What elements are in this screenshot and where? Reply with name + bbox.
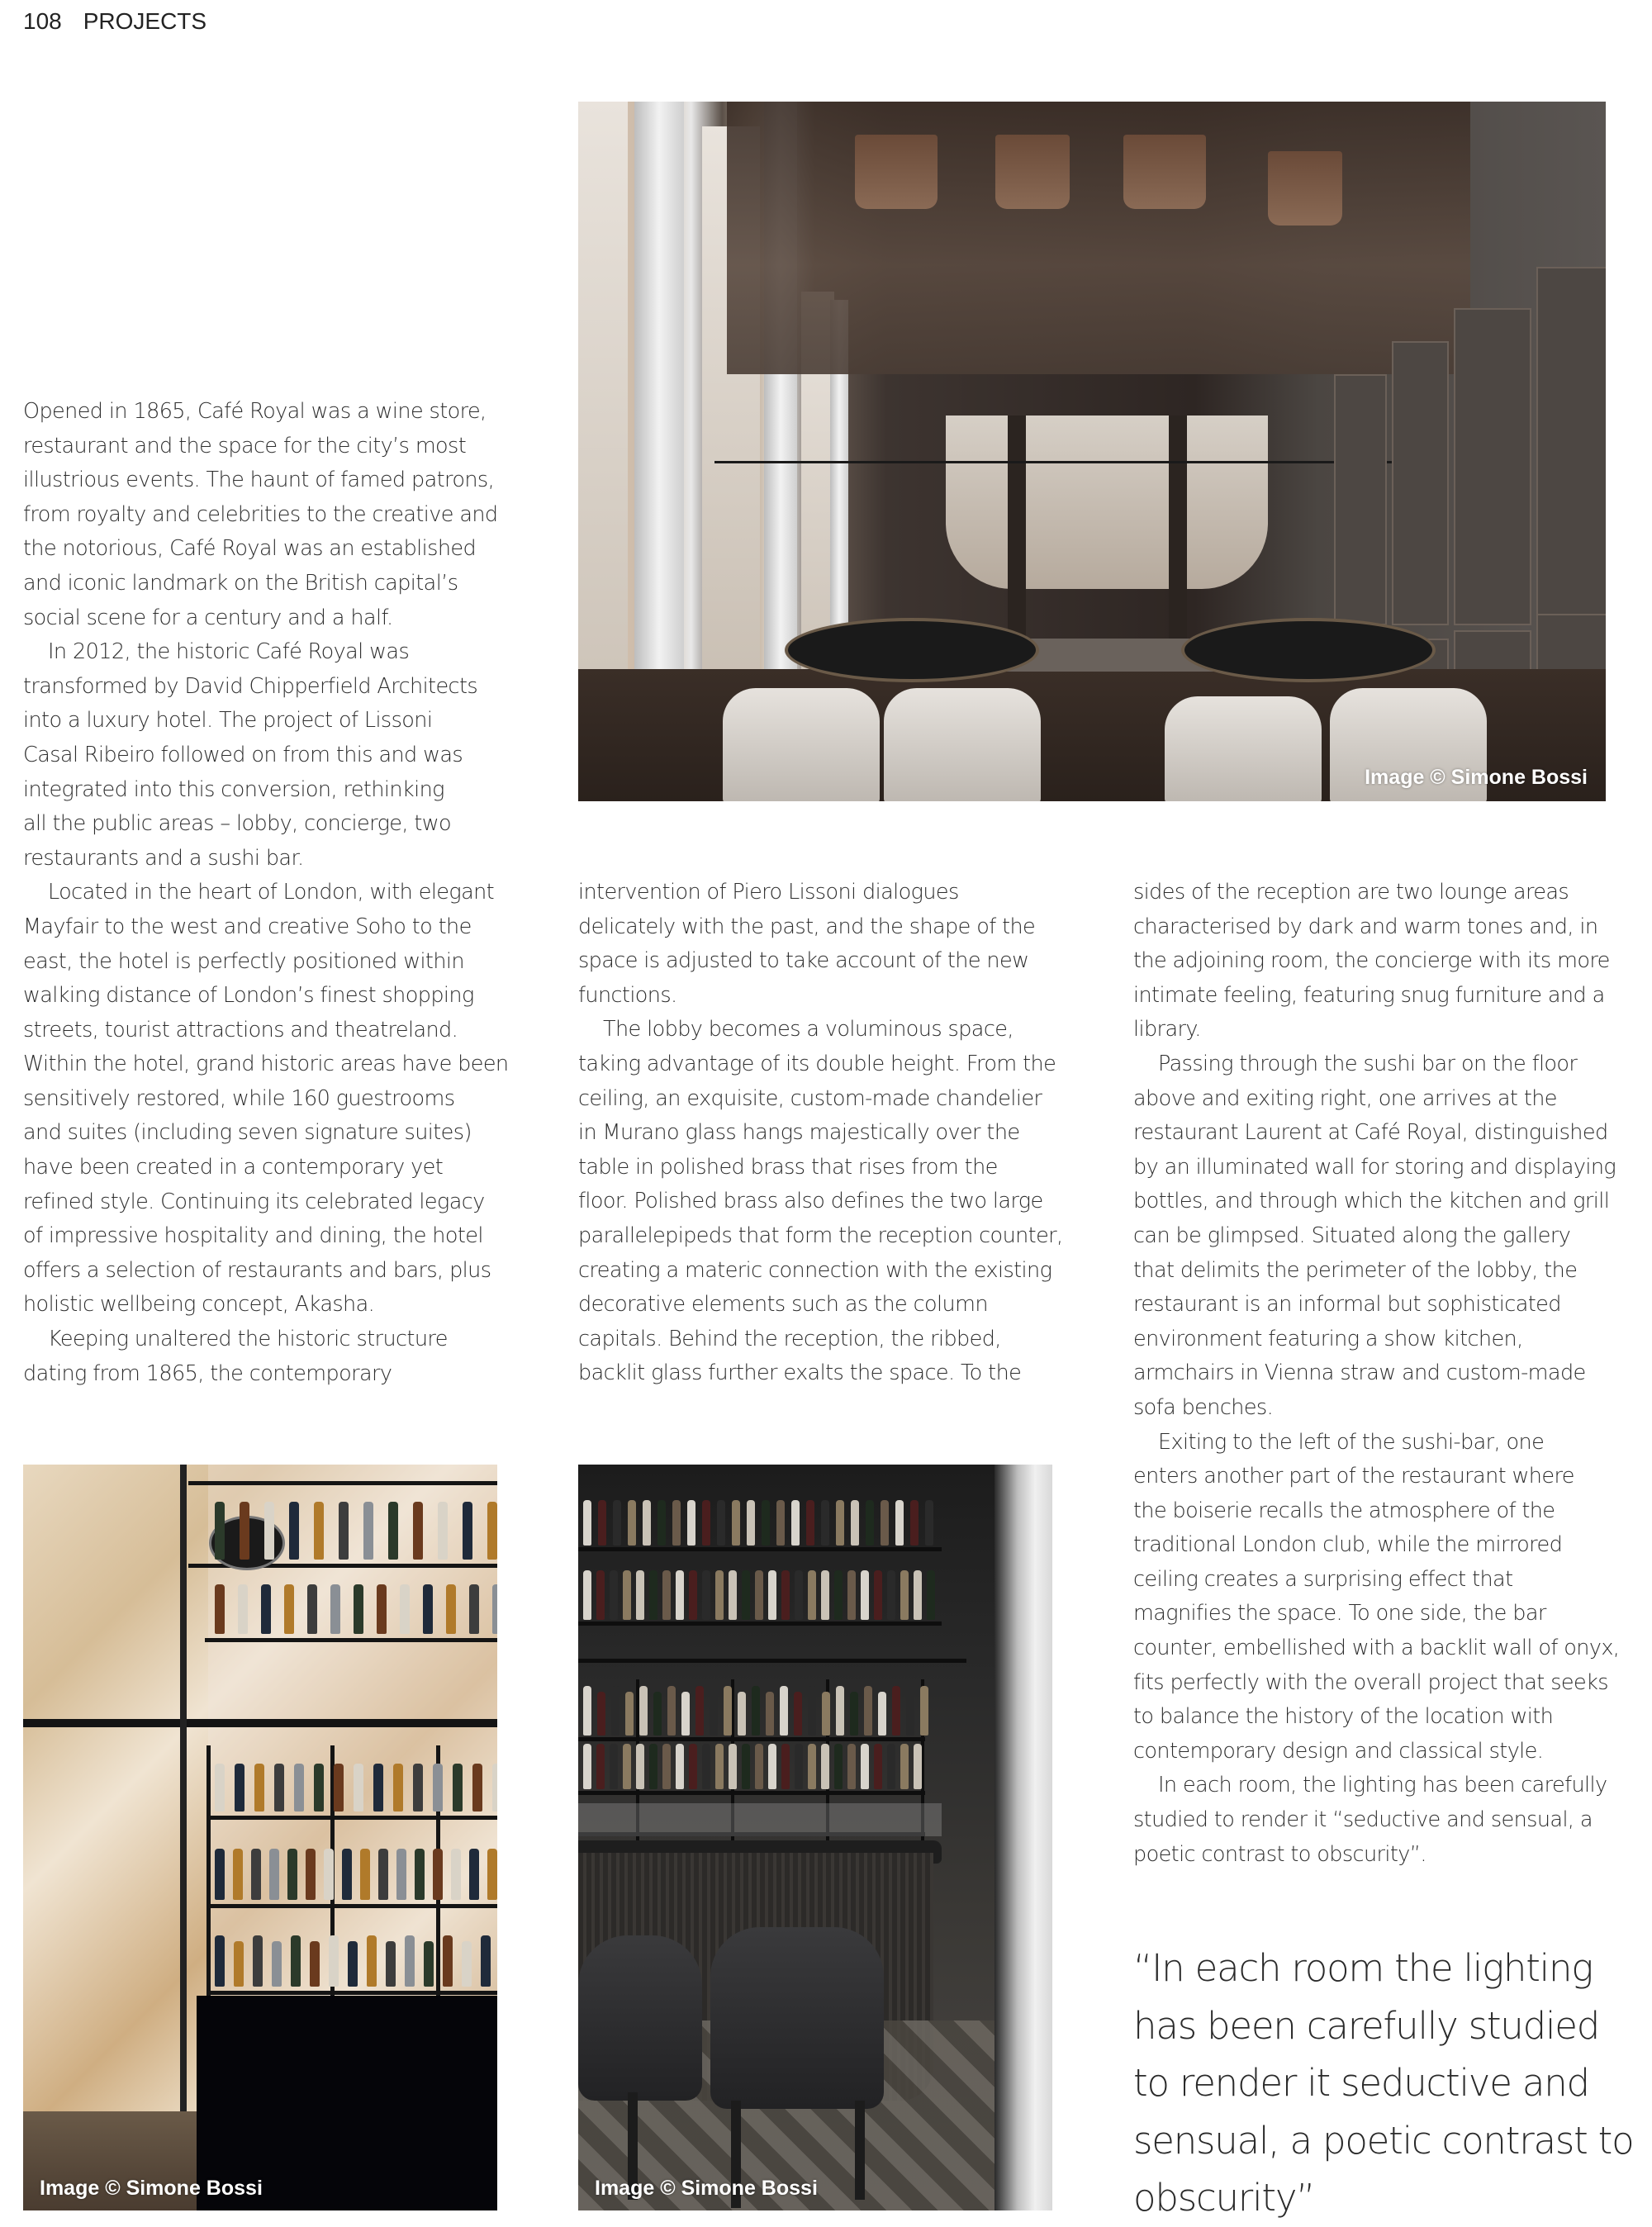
bottle [446, 1584, 456, 1634]
text-line: delicately with the past, and the shape of the [578, 914, 1036, 939]
shelf-bar [188, 1481, 497, 1485]
bottle [330, 1584, 340, 1634]
text-line: all the public areas – lobby, concierge, two [23, 811, 452, 837]
bottle [251, 1849, 261, 1900]
text-line: sofa benches. [1133, 1394, 1274, 1420]
bottle [423, 1584, 433, 1634]
dining-table [1181, 618, 1436, 682]
bottle [732, 1500, 740, 1546]
text-line: magnifies the space. To one side, the bar [1133, 1601, 1546, 1626]
body-column-left [23, 395, 519, 1391]
bottle [291, 1935, 301, 1987]
bottle [628, 1500, 636, 1546]
bottle [373, 1764, 383, 1812]
bottle [443, 1935, 453, 1987]
text-line: In 2012, the historic Café Royal was [48, 639, 410, 665]
text-line: dating from 1865, the contemporary [23, 1360, 392, 1386]
text-line: sensitively restored, while 160 guestrooms [23, 1085, 455, 1111]
text-line: backlit glass further exalts the space. To the [578, 1360, 1022, 1386]
bottle [672, 1500, 681, 1546]
bottle [861, 1744, 869, 1789]
text-line: into a luxury hotel. The project of Lissoni [23, 708, 433, 734]
bottle [234, 1941, 244, 1987]
shelf-bar [206, 1904, 497, 1908]
bottle [667, 1686, 676, 1736]
bottle [363, 1502, 373, 1560]
bottle [874, 1570, 882, 1620]
text-line: in Murano glass hangs majestically over the [578, 1120, 1020, 1146]
bottle [413, 1764, 423, 1812]
bottle [821, 1570, 829, 1620]
bottle [781, 1570, 790, 1620]
text-line: restaurant is an informal but sophisticated [1133, 1292, 1561, 1318]
bottle [324, 1849, 334, 1900]
bottle [583, 1570, 591, 1620]
wall-panel [1334, 374, 1387, 625]
bottle [451, 1849, 461, 1900]
shelf-bar [578, 1737, 925, 1741]
bottle [463, 1502, 472, 1560]
text-line: intimate feeling, featuring snug furniture and a [1133, 982, 1605, 1008]
bottle [864, 1686, 872, 1736]
text-line: Mayfair to the west and creative Soho to the [23, 914, 472, 939]
shelf-bar [206, 1991, 497, 1995]
text-line: creating a materic connection with the existing [578, 1257, 1052, 1283]
bottle [469, 1849, 479, 1900]
text-line: the adjoining room, the concierge with its more [1133, 948, 1610, 974]
text-line: transformed by David Chipperfield Architects [23, 673, 478, 699]
body-column-right [1133, 876, 1645, 1872]
bottle [742, 1744, 750, 1789]
bottle [469, 1584, 479, 1634]
text-line: parallelepipeds that form the reception counter, [578, 1223, 1063, 1248]
bottle [610, 1570, 618, 1620]
bottle [334, 1764, 344, 1812]
bottle [289, 1502, 299, 1560]
bottle [287, 1849, 297, 1900]
text-line: studied to render it “seductive and sensual, a [1133, 1807, 1593, 1833]
text-line: armchairs in Vienna straw and custom-made [1133, 1360, 1586, 1386]
bar-stool [578, 1935, 702, 2101]
bottle [583, 1500, 591, 1546]
armchair [1165, 696, 1322, 801]
armchair [723, 688, 880, 801]
section-title: PROJECTS [83, 8, 207, 34]
photo-credit: Image © Simone Bossi [595, 2177, 818, 2200]
bottle [821, 1744, 829, 1789]
text-line: restaurants and a sushi bar. [23, 845, 304, 871]
bottle [657, 1500, 666, 1546]
glassware-row [578, 1803, 942, 1836]
lamp-shade [1123, 135, 1206, 209]
bottle [269, 1849, 279, 1900]
text-line: sides of the reception are two lounge areas [1133, 880, 1569, 905]
bottle [850, 1692, 858, 1736]
window-reflection [946, 415, 1268, 589]
text-line: traditional London club, while the mirrored [1133, 1532, 1563, 1558]
text-line: environment featuring a show kitchen, [1133, 1326, 1523, 1351]
bottle [378, 1849, 388, 1900]
bottle [710, 1692, 718, 1736]
bottle [747, 1500, 755, 1546]
bottle [261, 1584, 271, 1634]
text-line: floor. Polished brass also defines the two large [578, 1189, 1043, 1214]
bottle [676, 1570, 684, 1620]
bottle [887, 1570, 895, 1620]
bottle [272, 1941, 282, 1987]
shelf-bar [206, 1816, 497, 1820]
bottle [878, 1692, 886, 1736]
bottle [900, 1570, 909, 1620]
bottle [487, 1849, 497, 1900]
bottle [762, 1500, 770, 1546]
shelf-bar [578, 1622, 942, 1626]
bottle [433, 1764, 443, 1812]
text-line: streets, tourist attractions and theatreland. [23, 1017, 458, 1042]
bottle [294, 1764, 304, 1812]
bottle [776, 1500, 785, 1546]
bar-stool [710, 1927, 884, 2109]
bottle [598, 1500, 606, 1546]
bottle [892, 1686, 900, 1736]
bottle [367, 1935, 377, 1987]
bottle [339, 1502, 349, 1560]
text-line: Exiting to the left of the sushi-bar, one [1158, 1429, 1545, 1455]
bottle [625, 1692, 634, 1736]
bottle [623, 1744, 631, 1789]
bottle [662, 1744, 671, 1789]
bottle [724, 1686, 732, 1736]
bottle [393, 1764, 403, 1812]
text-line: Keeping unaltered the historic structure [48, 1327, 448, 1352]
text-line: to balance the history of the location with [1133, 1704, 1554, 1730]
bottle [613, 1500, 621, 1546]
bottle [900, 1744, 909, 1789]
bottle [307, 1584, 317, 1634]
bottle [274, 1764, 284, 1812]
bottle [755, 1744, 763, 1789]
lamp-shade [855, 135, 938, 209]
bottle [238, 1584, 248, 1634]
bottle [215, 1849, 225, 1900]
bottle [910, 1500, 919, 1546]
bottle [643, 1500, 651, 1546]
bottle [768, 1744, 776, 1789]
bottle [284, 1584, 294, 1634]
bottle [806, 1500, 814, 1546]
text-line: enters another part of the restaurant where [1133, 1464, 1574, 1489]
text-line: the notorious, Café Royal was an established [23, 536, 477, 562]
text-line: restaurant Laurent at Café Royal, distinguished [1133, 1120, 1608, 1146]
bottle [610, 1744, 618, 1789]
shelf-bar [578, 1791, 925, 1795]
bottle [847, 1570, 856, 1620]
bottle [689, 1570, 697, 1620]
text-line: integrated into this conversion, rethinking [23, 776, 444, 802]
shelf-bar [578, 1659, 966, 1663]
bottle [687, 1500, 695, 1546]
bottle [808, 1744, 816, 1789]
bottle [415, 1849, 425, 1900]
body-column-middle [578, 876, 1074, 1391]
bottle [314, 1764, 324, 1812]
mirrored-ceiling [727, 102, 1470, 374]
text-line: space is adjusted to take account of the new [578, 948, 1029, 974]
text-line: Within the hotel, grand historic areas have been [23, 1052, 509, 1077]
bottle [215, 1584, 225, 1634]
bottle [264, 1502, 274, 1560]
bottle [836, 1500, 844, 1546]
pull-quote [1133, 1940, 1645, 2227]
bottle [717, 1500, 725, 1546]
bottle [887, 1744, 895, 1789]
text-line: Opened in 1865, Café Royal was a wine store, [23, 399, 487, 424]
bottle [583, 1744, 591, 1789]
bottle [752, 1686, 760, 1736]
text-line: and iconic landmark on the British capital’s [23, 570, 458, 596]
bottle [462, 1941, 472, 1987]
bottle [215, 1935, 225, 1987]
bottle [681, 1692, 690, 1736]
text-line: refined style. Continuing its celebrated legacy [23, 1189, 485, 1214]
text-line: by an illuminated wall for storing and displaying [1133, 1154, 1616, 1180]
bottle [794, 1692, 802, 1736]
bottle [808, 1570, 816, 1620]
text-line: have been created in a contemporary yet [23, 1155, 444, 1180]
bottle [215, 1764, 225, 1812]
bottle [851, 1500, 859, 1546]
text-line: walking distance of London’s finest shopping [23, 983, 474, 1009]
bottle [906, 1692, 914, 1736]
wall-panel [1454, 308, 1531, 625]
bottle [808, 1686, 816, 1736]
text-line: table in polished brass that rises from the [578, 1154, 998, 1180]
text-line: decorative elements such as the column [578, 1292, 988, 1318]
text-line: fits perfectly with the overall project that seeks [1133, 1669, 1608, 1695]
text-line: offers a selection of restaurants and bars, plus [23, 1257, 491, 1283]
text-line: Casal Ribeiro followed on from this and was [23, 742, 463, 767]
bottle [235, 1764, 244, 1812]
bottle [400, 1584, 410, 1634]
bottle [396, 1849, 406, 1900]
bottle [253, 1935, 263, 1987]
bottle [413, 1502, 423, 1560]
bottle [405, 1935, 415, 1987]
bottle [834, 1744, 843, 1789]
photo-credit: Image © Simone Bossi [1365, 766, 1588, 789]
bottle [702, 1744, 710, 1789]
wall-panel [1536, 267, 1606, 625]
text-line: that delimits the perimeter of the lobby, the [1133, 1257, 1578, 1283]
bottle [583, 1686, 591, 1736]
stool-leg [855, 2101, 865, 2200]
bottle [834, 1570, 843, 1620]
bottle [329, 1935, 339, 1987]
bottle [348, 1941, 358, 1987]
bottle [649, 1744, 657, 1789]
text-line: Located in the heart of London, with elegant [48, 880, 495, 905]
bottle [649, 1570, 657, 1620]
bottle [472, 1764, 482, 1812]
page-header [23, 5, 206, 38]
pull-quote-line: “In each room the lighting [1133, 1946, 1593, 1990]
text-line: functions. [578, 982, 677, 1008]
dining-table [785, 618, 1039, 682]
bottle [781, 1744, 790, 1789]
bottle [310, 1941, 320, 1987]
bottle [377, 1584, 387, 1634]
text-line: intervention of Piero Lissoni dialogues [578, 880, 959, 905]
bottle [927, 1570, 935, 1620]
bottle [360, 1849, 370, 1900]
text-line: taking advantage of its double height. From the [578, 1051, 1056, 1076]
bottle [676, 1744, 684, 1789]
bottle [920, 1686, 928, 1736]
text-line: from royalty and celebrities to the creative and [23, 501, 498, 527]
text-line: library. [1133, 1017, 1201, 1042]
bottle [847, 1744, 856, 1789]
bottle [836, 1686, 844, 1736]
bottle [453, 1764, 463, 1812]
text-line: poetic contrast to obscurity”. [1133, 1841, 1427, 1867]
bottle [354, 1584, 363, 1634]
bottle [702, 1500, 710, 1546]
bottle [881, 1500, 889, 1546]
pull-quote-line: obscurity” [1133, 2176, 1315, 2220]
bottle [424, 1941, 434, 1987]
pull-quote-line: sensual, a poetic contrast to [1133, 2118, 1634, 2163]
bottle [306, 1849, 316, 1900]
bottle [254, 1764, 264, 1812]
bottle [874, 1744, 882, 1789]
bottle [914, 1570, 922, 1620]
wall-panel [1392, 341, 1449, 625]
text-line: Passing through the sushi bar on the floor [1158, 1051, 1578, 1076]
text-line: bottles, and through which the kitchen and grill [1133, 1189, 1610, 1214]
bottle [715, 1744, 724, 1789]
bottle [215, 1502, 225, 1560]
text-line: In each room, the lighting has been carefully [1158, 1773, 1607, 1798]
bottle [766, 1692, 774, 1736]
text-line: capitals. Behind the reception, the ribbed, [578, 1326, 1001, 1351]
text-line: counter, embellished with a backlit wall of onyx, [1133, 1636, 1620, 1661]
lamp-shade [1268, 151, 1342, 226]
bottle [354, 1764, 363, 1812]
page-number: 108 [23, 8, 62, 34]
bottle [233, 1849, 243, 1900]
bottle [895, 1500, 904, 1546]
bottle [795, 1570, 803, 1620]
text-line: of impressive hospitality and dining, the hotel [23, 1223, 483, 1249]
bottle [481, 1935, 491, 1987]
pull-quote-line: has been carefully studied [1133, 2003, 1600, 2048]
text-line: The lobby becomes a voluminous space, [603, 1017, 1014, 1042]
photo-credit: Image © Simone Bossi [40, 2177, 263, 2200]
frame-bar [180, 1465, 187, 2210]
bottle [914, 1744, 922, 1789]
bottle [822, 1692, 830, 1736]
bottle [738, 1692, 746, 1736]
text-line: and suites (including seven signature suites) [23, 1120, 472, 1146]
bottle [729, 1570, 737, 1620]
bottle [342, 1849, 352, 1900]
bottle [636, 1570, 644, 1620]
bottle [653, 1692, 662, 1736]
bottle [596, 1570, 605, 1620]
photo-onyx-backlit-bar [23, 1465, 497, 2210]
text-line: the boiserie recalls the atmosphere of the [1133, 1498, 1555, 1523]
bottle [755, 1570, 763, 1620]
bottle [861, 1570, 869, 1620]
text-line: illustrious events. The haunt of famed patrons, [23, 468, 495, 493]
shelf-bar [578, 1547, 942, 1551]
bottle [240, 1502, 249, 1560]
text-line: restaurant and the space for the city’s most [23, 433, 467, 458]
bottle [314, 1502, 324, 1560]
bottle [768, 1570, 776, 1620]
shelf-bar [205, 1638, 497, 1642]
bottle [729, 1744, 737, 1789]
curtain [995, 1465, 1052, 2210]
bottle [623, 1570, 631, 1620]
text-line: holistic wellbeing concept, Akasha. [23, 1292, 375, 1318]
pull-quote-line: to render it seductive and [1133, 2061, 1589, 2105]
text-line: characterised by dark and warm tones and, in [1133, 914, 1598, 939]
bottle [742, 1570, 750, 1620]
photo-bar-counter-with-stools [578, 1465, 1052, 2210]
bottle [636, 1744, 644, 1789]
bottle [492, 1764, 497, 1812]
bottle [715, 1570, 724, 1620]
bottle [438, 1502, 448, 1560]
bottle [597, 1692, 605, 1736]
photo-restaurant-dining-room [578, 102, 1606, 801]
bottle [433, 1849, 443, 1900]
armchair [884, 688, 1041, 801]
bottle [791, 1500, 800, 1546]
bottle [925, 1500, 933, 1546]
bottle [388, 1502, 398, 1560]
text-line: can be glimpsed. Situated along the gallery [1133, 1223, 1571, 1248]
bottle [487, 1502, 497, 1560]
bottle [386, 1941, 396, 1987]
shelf-bar [23, 1719, 497, 1727]
bottle [596, 1744, 605, 1789]
text-line: ceiling creates a surprising effect that [1133, 1566, 1513, 1592]
bottle [662, 1570, 671, 1620]
bottle [821, 1500, 829, 1546]
bottle [639, 1686, 648, 1736]
text-line: contemporary design and classical style. [1133, 1738, 1544, 1764]
lamp-shade [995, 135, 1070, 209]
bottle [795, 1744, 803, 1789]
bottle [780, 1686, 788, 1736]
bottle [702, 1570, 710, 1620]
bottle [492, 1584, 497, 1634]
text-line: above and exiting right, one arrives at the [1133, 1085, 1557, 1111]
bottle [689, 1744, 697, 1789]
bottle [611, 1686, 620, 1736]
text-line: east, the hotel is perfectly positioned within [23, 948, 464, 974]
text-line: ceiling, an exquisite, custom-made chandelier [578, 1085, 1042, 1111]
text-line: social scene for a century and a half. [23, 605, 393, 630]
bottle [695, 1686, 704, 1736]
bottle [866, 1500, 874, 1546]
